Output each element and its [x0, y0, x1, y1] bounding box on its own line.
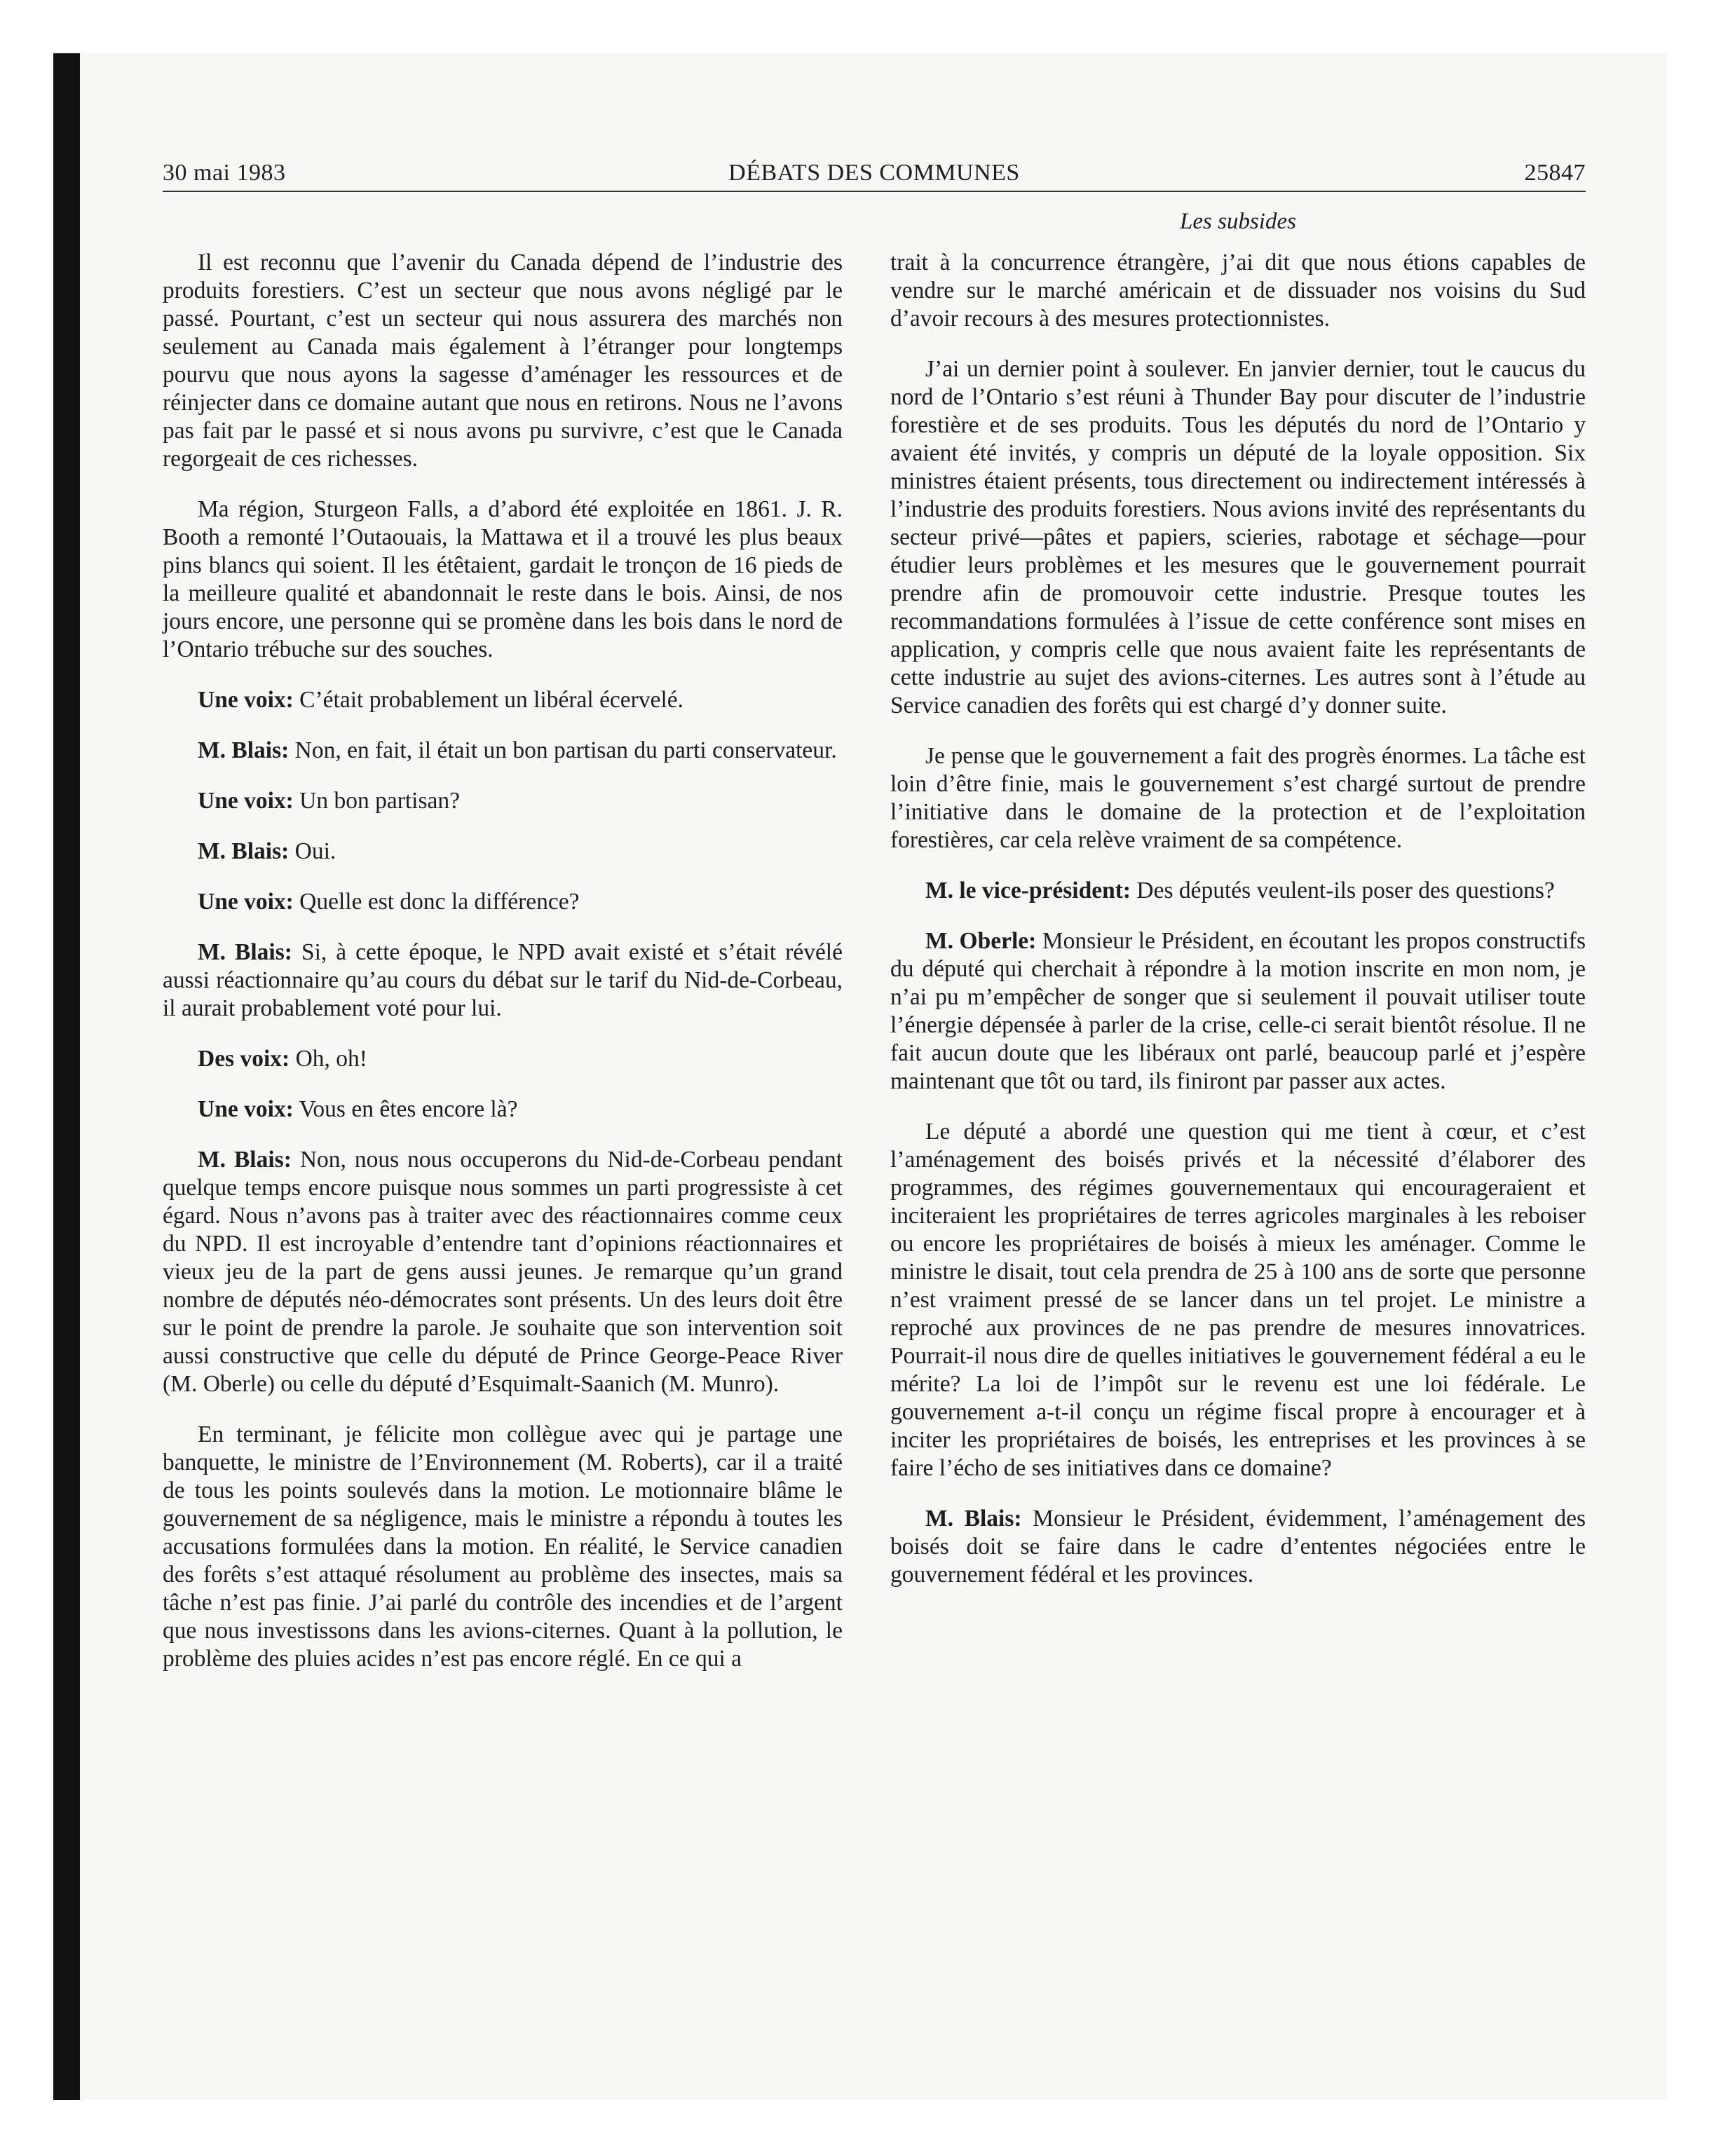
header-date: 30 mai 1983 — [163, 160, 286, 186]
paragraph-text: Oui. — [294, 838, 336, 864]
page-number: 25847 — [1524, 160, 1586, 186]
paragraph-text: Non, nous nous occuperons du Nid-de-Corbeau pendant quelque temps encore puisque nous sommes un parti progressiste à cet égard. Nous n’avons pas à traiter avec des réactionnaires comme ceux du NPD. Il est incroyable d’entendre tant d’opinions réactionnaires et vieux jeu de la part de gens aussi jeunes. Je remarque qu’un grand nombre de députés néo-démocrates sont présents. Un des leurs doit être sur le point de prendre la parole. Je souhaite que son intervention soit aussi constructive que celle du député de Prince George-Peace River (M. Oberle) ou celle du député d’Esquimalt-Saanich (M. Munro). — [163, 1147, 843, 1397]
paragraph-text: Non, en fait, il était un bon partisan du parti conservateur. — [294, 737, 837, 763]
paragraph — [163, 1421, 843, 1673]
page-header — [163, 160, 1586, 192]
right-column — [890, 249, 1586, 1611]
paragraph — [890, 355, 1586, 720]
speaker-name: Des voix: — [198, 1046, 290, 1072]
speaker-name: M. Blais: — [198, 939, 292, 965]
paragraph — [890, 1505, 1586, 1589]
section-title: Les subsides — [1180, 209, 1296, 234]
scan-edge — [53, 53, 80, 2100]
paragraph-text: En terminant, je félicite mon collègue avec qui je partage une banquette, le ministre de l’Environnement (M. Roberts), car il a traité de tous les points soulevés dans la motion. Le motionnaire blâme le gouvernement de sa négligence, mais le ministre a répondu à toutes les accusations formulées dans la motion. En réalité, le Service canadien des forêts s’est attaqué résolument au problème des insectes, mais sa tâche n’est pas finie. J’ai parlé du contrôle des incendies et de l’argent que nous investissons dans les avions-citernes. Quant à la pollution, le problème des pluies acides n’est pas encore réglé. En ce qui a — [163, 1421, 843, 1672]
paragraph — [163, 686, 843, 714]
paragraph-text: Oh, oh! — [295, 1046, 367, 1072]
paragraph-text: Vous en êtes encore là? — [299, 1096, 518, 1122]
speaker-name: M. Blais: — [198, 1147, 292, 1173]
speaker-name: M. Blais: — [198, 838, 290, 864]
paragraph-text: Des députés veulent-ils poser des questions? — [1136, 878, 1555, 903]
paragraph — [163, 737, 843, 765]
paragraph-text: Je pense que le gouvernement a fait des progrès énormes. La tâche est loin d’être finie, mais le gouvernement s’est chargé surtout de prendre l’initiative dans le domaine de la protection et de l’exploitation forestières, car cela relève vraiment de sa compétence. — [890, 743, 1586, 853]
paragraph — [163, 249, 843, 473]
paragraph — [890, 742, 1586, 854]
speaker-name: M. Blais: — [925, 1506, 1022, 1531]
publication-title: DÉBATS DES COMMUNES — [728, 160, 1020, 186]
paragraph-text: Monsieur le Président, évidemment, l’aménagement des boisés doit se faire dans le cadre d’ententes négociées entre le gouvernement fédéral et les provinces. — [890, 1506, 1586, 1588]
speaker-name: Une voix: — [198, 687, 294, 713]
paragraph-text: Il est reconnu que l’avenir du Canada dépend de l’industrie des produits forestiers. C’est un secteur que nous avons négligé par le passé. Pourtant, c’est un secteur qui nous assurera des marchés non seulement au Canada mais également à l’étranger pour longtemps pourvu que nous ayons la sagesse d’aménager les ressources et de réinjecter dans ce domaine autant que nous en retirons. Nous ne l’avons pas fait par le passé et si nous avons pu survivre, c’est que le Canada regorgeait de ces richesses. — [163, 250, 843, 472]
paragraph-text: Ma région, Sturgeon Falls, a d’abord été exploitée en 1861. J. R. Booth a remonté l’Outaouais, la Mattawa et il a trouvé les plus beaux pins blancs qui soient. Il les étêtaient, gardait le tronçon de 16 pieds de la meilleure qualité et abandonnait le reste dans le bois. Ainsi, de nos jours encore, une personne qui se promène dans les bois dans le nord de l’Ontario trébuche sur des souches. — [163, 496, 843, 662]
paragraph — [890, 249, 1586, 333]
paragraph-text: C’était probablement un libéral écervelé. — [299, 687, 683, 713]
paragraph — [163, 787, 843, 815]
paragraph-text: Si, à cette époque, le NPD avait existé et s’était révélé aussi réactionnaire qu’au cours du débat sur le tarif du Nid-de-Corbeau, il aurait probablement voté pour lui. — [163, 939, 843, 1021]
paragraph — [163, 838, 843, 866]
speaker-name: M. le vice-président: — [925, 878, 1131, 903]
paragraph — [163, 1096, 843, 1124]
paragraph-text: J’ai un dernier point à soulever. En janvier dernier, tout le caucus du nord de l’Ontario s’est réuni à Thunder Bay pour discuter de l’industrie forestière et de ses produits. Tous les députés du nord de l’Ontario y avaient été invités, y compris un député de la loyale opposition. Six ministres étaient présents, tous directement ou indirectement intéressés à l’industrie des produits forestiers. Nous avions invité des représentants du secteur privé—pâtes et papiers, scieries, rabotage et séchage—pour étudier leurs problèmes et les mesures que le gouvernement pourrait prendre afin de promouvoir cette industrie. Presque toutes les recommandations formulées à l’issue de cette conférence sont mises en application, y compris celle que nous avaient faite les représentants de cette industrie au sujet des avions-citernes. Les autres sont à l’étude au Service canadien des forêts qui est chargé d’y donner suite. — [890, 356, 1586, 718]
paragraph — [163, 496, 843, 664]
paragraph — [163, 888, 843, 916]
paragraph — [890, 1118, 1586, 1482]
paragraph-text: Un bon partisan? — [299, 788, 461, 814]
paragraph-text: trait à la concurrence étrangère, j’ai dit que nous étions capables de vendre sur le marché américain et de dissuader nos voisins du Sud d’avoir recours à des mesures protectionnistes. — [890, 250, 1586, 332]
speaker-name: Une voix: — [198, 1096, 294, 1122]
paragraph — [890, 927, 1586, 1096]
speaker-name: Une voix: — [198, 788, 294, 814]
paragraph-text: Quelle est donc la différence? — [299, 889, 580, 915]
paragraph-text: Monsieur le Président, en écoutant les propos constructifs du député qui cherchait à répondre à la motion inscrite en mon nom, je n’ai pu m’empêcher de songer que si seulement il pouvait utiliser toute l’énergie dépensée à parler de la crise, celle-ci serait bientôt résolue. Il ne fait aucun doute que les libéraux ont parlé, beaucoup parlé et j’espère maintenant que tôt ou tard, ils finiront par passer aux actes. — [890, 928, 1586, 1094]
speaker-name: Une voix: — [198, 889, 294, 915]
left-column — [163, 249, 843, 1696]
paragraph — [163, 939, 843, 1023]
paragraph — [163, 1146, 843, 1398]
paragraph — [163, 1045, 843, 1073]
speaker-name: M. Blais: — [198, 737, 290, 763]
paragraph — [890, 877, 1586, 905]
header-rule — [163, 191, 1586, 192]
speaker-name: M. Oberle: — [925, 928, 1037, 954]
paragraph-text: Le député a abordé une question qui me tient à cœur, et c’est l’aménagement des boisés privés et la nécessité d’élaborer des programmes, des régimes gouvernementaux qui encourageraient et inciteraient les propriétaires de terres agricoles marginales à les reboiser ou encore les propriétaires de boisés à mieux les aménager. Comme le ministre le disait, tout cela prendra de 25 à 100 ans de sorte que personne n’est vraiment pressé de se lancer dans un tel projet. Le ministre a reproché aux provinces de ne pas prendre de mesures innovatrices. Pourrait-il nous dire de quelles initiatives le gouvernement fédéral a eu le mérite? La loi de l’impôt sur le revenu est une loi fédérale. Le gouvernement a-t-il conçu un régime fiscal propre à encourager et à inciter les propriétaires de boisés, les entreprises et les provinces à se faire l’écho de ses initiatives dans ce domaine? — [890, 1119, 1586, 1481]
